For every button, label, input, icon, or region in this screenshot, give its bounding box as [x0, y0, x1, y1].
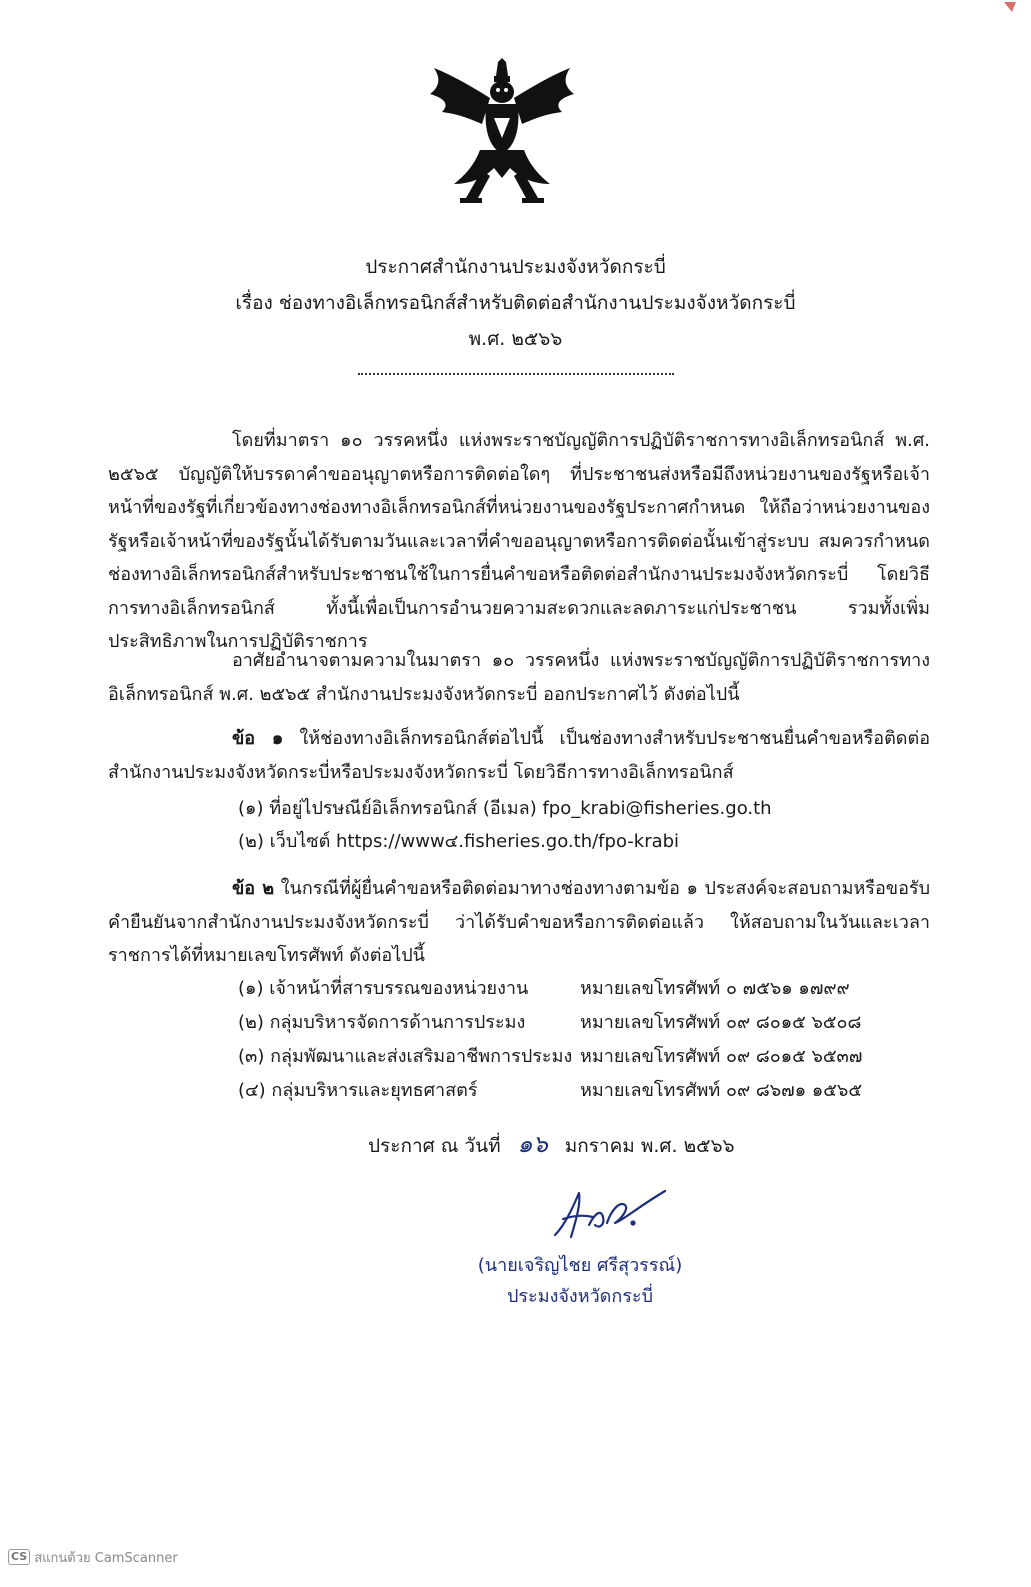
clause-2 [108, 872, 930, 973]
contact-row [238, 1008, 938, 1038]
date-suffix: มกราคม พ.ศ. ๒๕๖๖ [564, 1135, 735, 1157]
signature-icon [545, 1185, 675, 1245]
contact-phone: หมายเลขโทรศัพท์ ๐๙ ๘๐๑๕ ๖๕๐๘ [580, 1012, 862, 1033]
clause-2-text: ในกรณีที่ผู้ยื่นคำขอหรือติดต่อมาทางช่องทางตามข้อ ๑ ประสงค์จะสอบถามหรือขอรับคำยืนยันจากสำนักงานประมงจังหวัดกระบี่ ว่าได้รับคำขอหรือการติดต่อแล้ว ให้สอบถามในวันและเวลาราชการได้ที่หมายเลขโทรศัพท์ ดังต่อไปนี้ [108, 878, 930, 966]
channel-email: (๑) ที่อยู่ไปรษณีย์อิเล็กทรอนิกส์ (อีเมล) fpo_krabi@fisheries.go.th [238, 798, 772, 819]
contact-phone: หมายเลขโทรศัพท์ ๐ ๗๕๖๑ ๑๗๙๙ [580, 978, 850, 999]
dotted-divider [358, 373, 674, 375]
contact-label: (๓) กลุ่มพัฒนาและส่งเสริมอาชีพการประมง [238, 1046, 573, 1067]
heading-subject: เรื่อง ช่องทางอิเล็กทรอนิกส์สำหรับติดต่อสำนักงานประมงจังหวัดกระบี่ [235, 292, 796, 314]
clause-2-label: ข้อ ๒ [232, 878, 275, 899]
signer-name: (นายเจริญไชย ศรีสุวรรณ์) [477, 1255, 683, 1276]
signer-title: ประมงจังหวัดกระบี่ [506, 1286, 654, 1307]
heading-year: พ.ศ. ๒๕๖๖ [468, 328, 563, 350]
contact-label: (๒) กลุ่มบริหารจัดการด้านการประมง [238, 1012, 526, 1033]
contact-phone: หมายเลขโทรศัพท์ ๐๙ ๘๖๗๑ ๑๕๖๕ [580, 1080, 862, 1101]
camscanner-watermark [8, 1547, 178, 1567]
preamble-paragraph: โดยที่มาตรา ๑๐ วรรคหนึ่ง แห่งพระราชบัญญัติการปฏิบัติราชการทางอิเล็กทรอนิกส์ พ.ศ. ๒๕๖๕ บัญญัติให้บรรดาคำขออนุญาตหรือการติดต่อใดๆ ที่ประชาชนส่งหรือมีถึงหน่วยงานของรัฐหรือเจ้าหน้าที่ของรัฐที่เกี่ยวข้องทางช่องทางอิเล็กทรอนิกส์ที่หน่วยงานของรัฐประกาศกำหนด ให้ถือว่าหน่วยงานของรัฐหรือเจ้าหน้าที่ของรัฐนั้นได้รับตามวันและเวลาที่คำขออนุญาตหรือการติดต่อนั้นเข้าสู่ระบบ สมควรกำหนดช่องทางอิเล็กทรอนิกส์สำหรับประชาชนใช้ในการยื่นคำขอหรือติดต่อสำนักงานประมงจังหวัดกระบี่ โดยวิธีการทางอิเล็กทรอนิกส์ ทั้งนี้เพื่อเป็นการอำนวยความสะดวกและลดภาระแก่ประชาชน รวมทั้งเพิ่มประสิทธิภาพในการปฏิบัติราชการ [108, 430, 930, 652]
announcement-date [368, 1130, 735, 1160]
date-prefix: ประกาศ ณ วันที่ [368, 1135, 501, 1157]
contact-row [238, 1042, 938, 1072]
clause-1-label: ข้อ ๑ [232, 728, 284, 749]
corner-mark-icon [1002, 0, 1018, 14]
heading-line-1: ประกาศสำนักงานประมงจังหวัดกระบี่ [365, 256, 666, 278]
handwritten-day: ๑๖ [517, 1130, 548, 1158]
contact-row [238, 1076, 938, 1106]
authority-paragraph: อาศัยอำนาจตามความในมาตรา ๑๐ วรรคหนึ่ง แห่งพระราชบัญญัติการปฏิบัติราชการทางอิเล็กทรอนิกส์ พ.ศ. ๒๕๖๕ สำนักงานประมงจังหวัดกระบี่ ออกประกาศไว้ ดังต่อไปนี้ [108, 650, 930, 705]
contact-label: (๔) กลุ่มบริหารและยุทธศาสตร์ [238, 1080, 478, 1101]
contact-phone: หมายเลขโทรศัพท์ ๐๙ ๘๐๑๕ ๖๕๓๗ [580, 1046, 863, 1067]
contact-label: (๑) เจ้าหน้าที่สารบรรณของหน่วยงาน [238, 978, 529, 999]
contact-row [238, 974, 938, 1004]
clause-1 [108, 722, 930, 789]
camscanner-logo-icon: CS [8, 1549, 30, 1565]
clause-1-text: ให้ช่องทางอิเล็กทรอนิกส์ต่อไปนี้ เป็นช่องทางสำหรับประชาชนยื่นคำขอหรือติดต่อสำนักงานประมงจังหวัดกระบี่หรือประมงจังหวัดกระบี่ โดยวิธีการทางอิเล็กทรอนิกส์ [108, 728, 931, 783]
garuda-emblem-icon [424, 58, 580, 208]
channel-website: (๒) เว็บไซต์ https://www๔.fisheries.go.th/fpo-krabi [238, 831, 680, 852]
camscanner-text: สแกนด้วย CamScanner [34, 1550, 178, 1566]
